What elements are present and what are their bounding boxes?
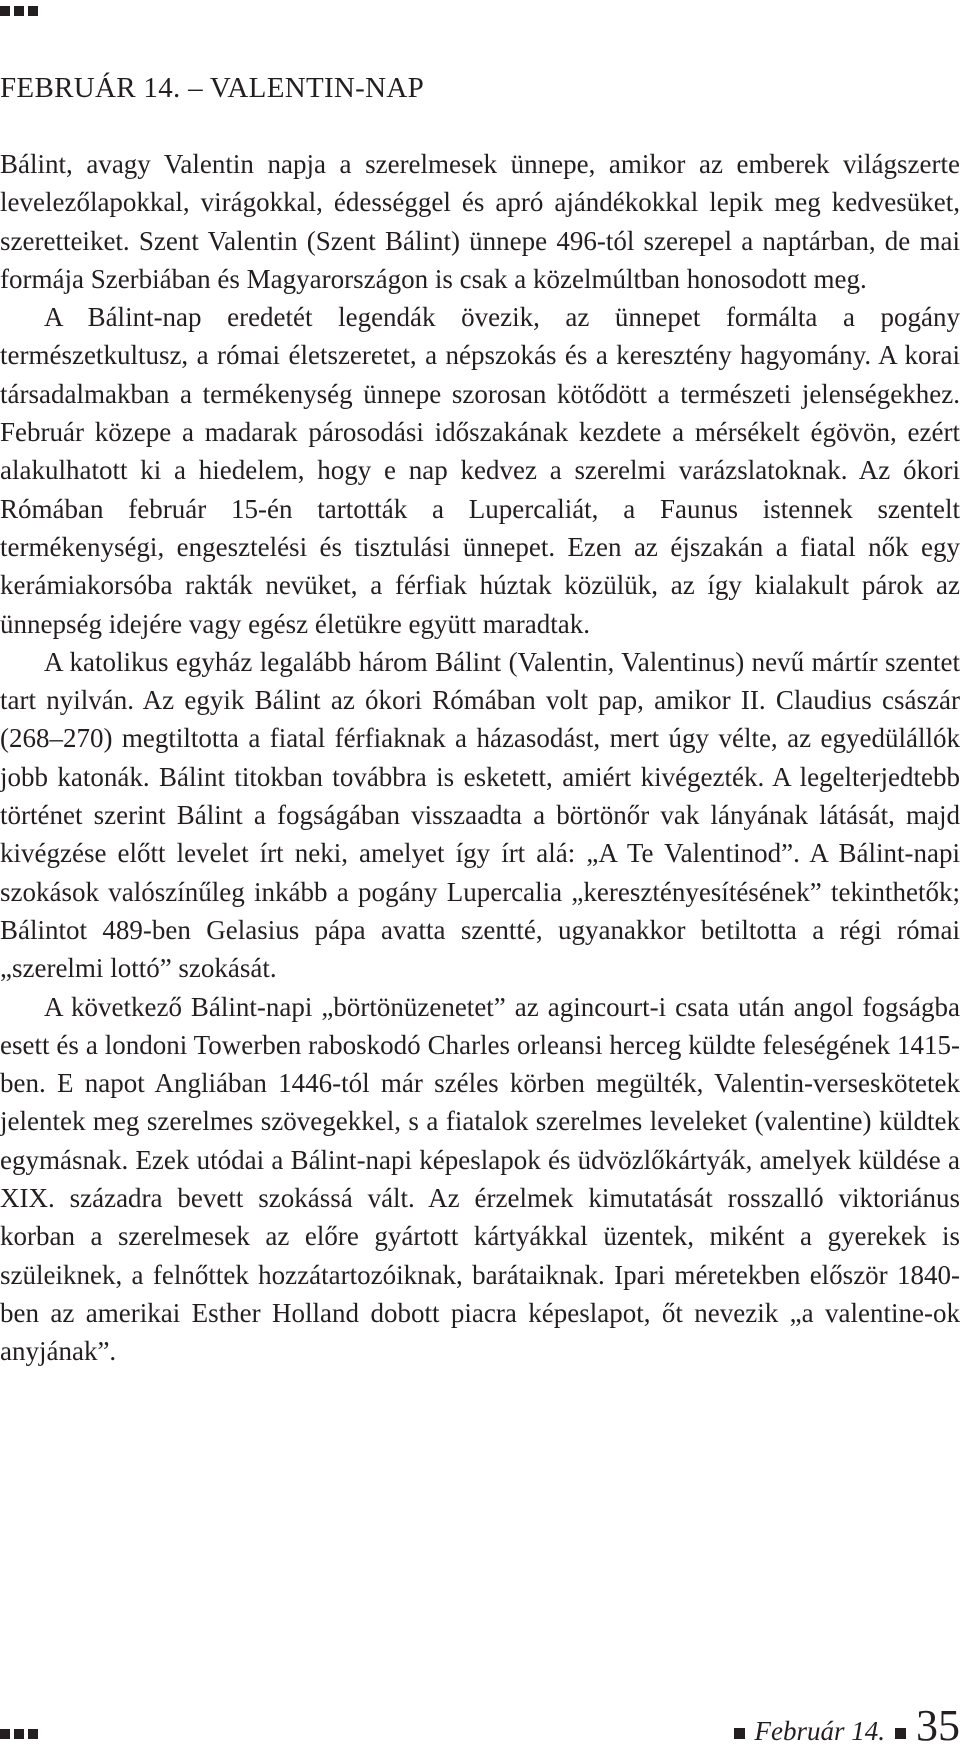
square-icon [28,6,38,16]
article-body [0,145,960,1371]
square-icon [895,1728,906,1739]
page-footer [734,1701,960,1750]
paragraph-saints: A katolikus egyház legalább három Bálint (Valentin, Valentinus) nevű mártír szentet tart nyilván. Az egyik Bálint az ókori Rómában volt pap, amikor II. Claudius császár (268–270) megtiltotta a fiatal férfiaknak a házasodást, mert úgy vélte, az egyedülállók jobb katonák. Bálint titokban továbbra is esketett, amiért kivégezték. A legelterjedtebb történet szerint Bálint a fogságában visszaadta a börtönőr vak lányának látását, majd kivégzése előtt levelet írt neki, amelyet így írt alá: „A Te Valentinod”. A Bálint-napi szokások valószínűleg inkább a pogány Lupercalia „keresztényesítésének” tekinthetők; Bálintot 489-ben Gelasius pápa avatta szentté, ugyanakkor betiltotta a régi római „szerelmi lottó” szokását. [0,646,960,984]
square-icon [734,1728,745,1739]
square-icon [14,1729,24,1739]
square-icon [14,6,24,16]
square-icon [28,1729,38,1739]
running-head: Február 14. [754,1716,885,1746]
paragraph-traditions: A következő Bálint-napi „börtönüzenetet” az agincourt-i csata után angol fogságba esett és a londoni Towerben raboskodó Charles orleansi herceg küldte feleségének 1415-ben. E napot Angliában 1446-tól már széles körben megülték, Valentin-verseskötetek jelentek meg szerelmes szövegekkel, s a fiatalok szerelmes leveleket (valentine) küldtek egymásnak. Ezek utódai a Bálint-napi képeslapok és üdvözlőkártyák, amelyek küldése a XIX. századra bevett szokássá vált. Az érzelmek kimutatását rosszalló viktoriánus korban a szerelmesek az előre gyártott kártyákkal üzentek, miként a gyerekek is szüleiknek, a felnőttek hozzátartozóiknak, barátaiknak. Ipari méretekben először 1840-ben az amerikai Esther Holland dobott piacra képeslapot, őt nevezik „a valentine-ok anyjának”. [0,991,960,1367]
paragraph-intro: Bálint, avagy Valentin napja a szerelmesek ünnepe, amikor az emberek világszerte levelezőlapokkal, virágokkal, édességgel és apró ajándékokkal lepik meg kedvesüket, szeretteiket. Szent Valentin (Szent Bálint) ünnepe 496-tól szerepel a naptárban, de mai formája Szerbiában és Magyarországon is csak a közelmúltban honosodott meg. [0,149,960,294]
square-icon [0,1729,10,1739]
paragraph-origins: A Bálint-nap eredetét legendák övezik, az ünnepet formálta a pogány természetkultusz, a római életszeretet, a népszokás és a keresztény hagyomány. A korai társadalmakban a termékenység ünnepe szorosan kötődött a természeti jelenségekhez. Február közepe a madarak párosodási időszakának kezdete a mérsékelt égövön, ezért alakulhatott ki a hiedelem, hogy e nap kedvez a szerelmi varázslatoknak. Az ókori Rómában február 15-én tartották a Lupercaliát, a Faunus istennek szentelt termékenységi, engesztelési és tisztulási ünnepet. Ezen az éjszakán a fiatal nők egy kerámiakorsóba rakták nevüket, a férfiak húztak közülük, az így kialakult párok az ünnepség idejére vagy egész életükre együtt maradtak. [0,302,960,639]
decorative-squares-top [0,6,38,16]
decorative-squares-bottom [0,1729,38,1739]
square-icon [0,6,10,16]
page-number: 35 [916,1701,960,1750]
page-title: FEBRUÁR 14. – VALENTIN-NAP [0,72,425,104]
